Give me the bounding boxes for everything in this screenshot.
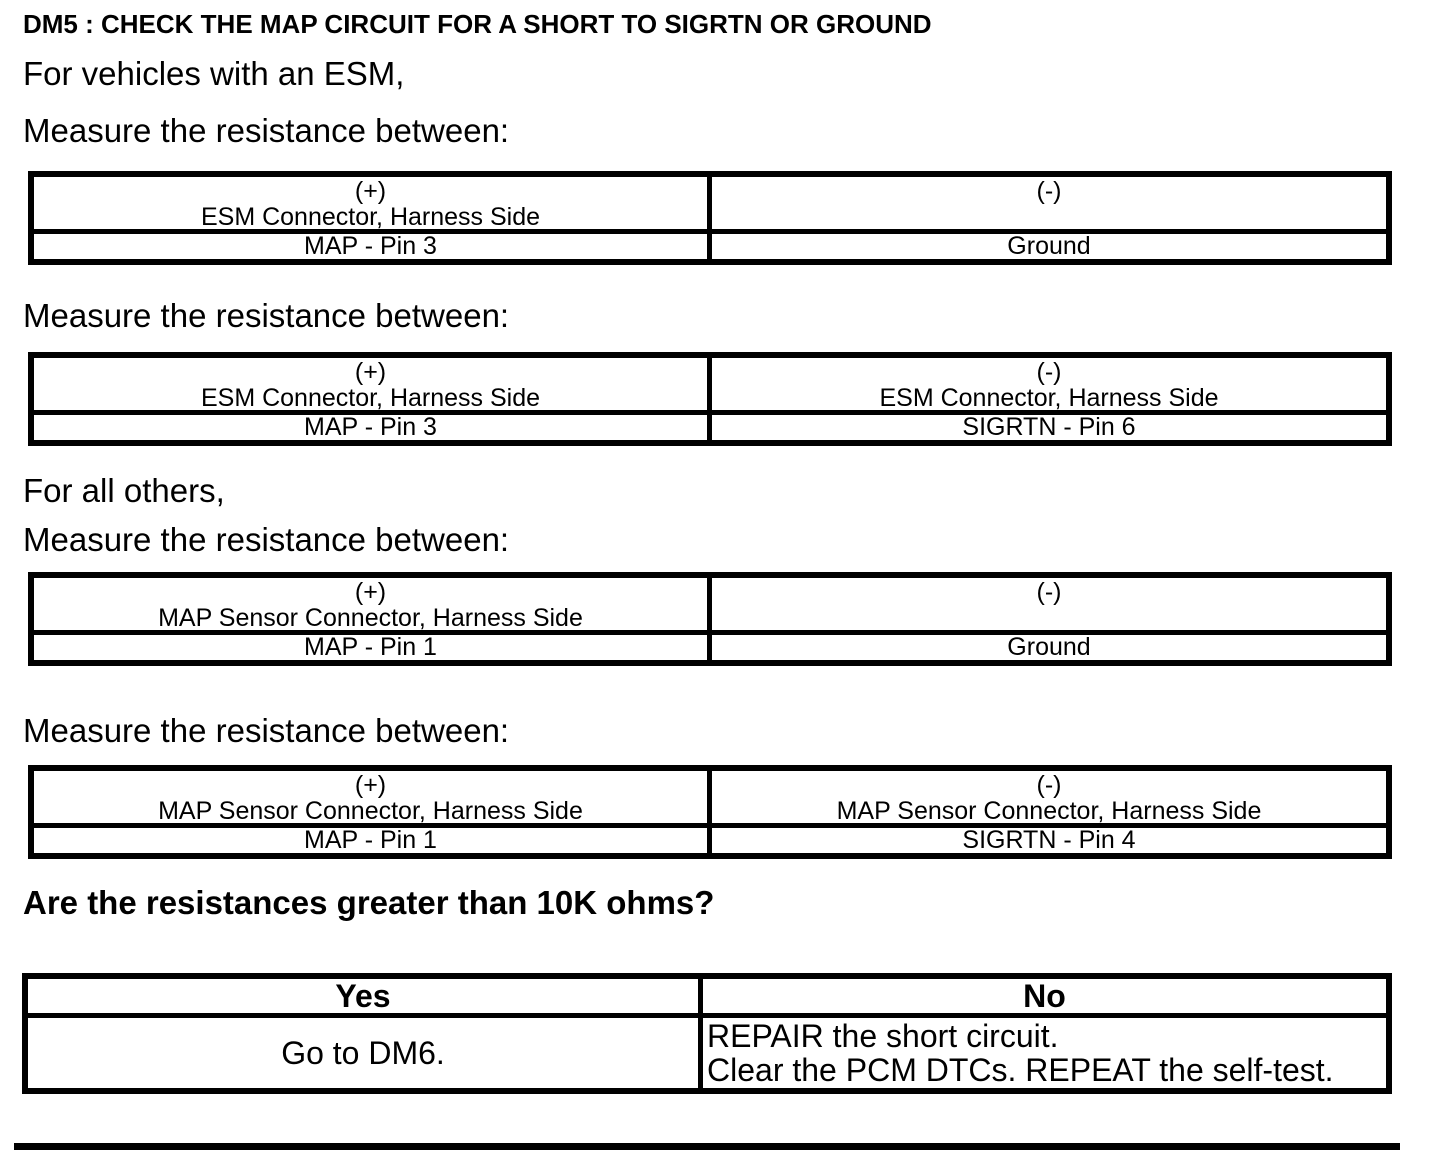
positive-connector-label: MAP Sensor Connector, Harness Side [158, 797, 583, 825]
decision-header-row [28, 979, 1386, 1018]
measure-instruction-2: Measure the resistance between: [23, 297, 510, 334]
positive-pin-cell: MAP - Pin 3 [34, 415, 712, 440]
measure-instruction-4: Measure the resistance between: [23, 712, 510, 749]
polarity-minus-label: (-) [1036, 771, 1062, 799]
page-bottom-divider [14, 1143, 1400, 1150]
positive-header-cell [34, 771, 712, 823]
table-data-row [34, 635, 1386, 660]
positive-header-cell [34, 177, 712, 229]
no-action-cell [703, 1018, 1386, 1088]
polarity-minus-label: (-) [1036, 177, 1062, 205]
resistance-table-map-ground [28, 572, 1392, 666]
yes-action-cell: Go to DM6. [28, 1018, 703, 1088]
negative-pin-cell: SIGRTN - Pin 6 [962, 413, 1136, 441]
table-header-row [34, 771, 1386, 828]
polarity-plus-label: (+) [354, 771, 387, 799]
resistance-table-esm-sigrtn [28, 352, 1392, 446]
polarity-minus-label: (-) [1036, 578, 1062, 606]
negative-connector-label: MAP Sensor Connector, Harness Side [836, 797, 1262, 825]
measure-instruction-3: Measure the resistance between: [23, 521, 510, 558]
negative-header-cell [712, 358, 1386, 410]
table-data-row [34, 234, 1386, 259]
negative-pin-cell: SIGRTN - Pin 4 [962, 826, 1136, 854]
table-data-row [34, 415, 1386, 440]
polarity-plus-label: (+) [354, 358, 387, 386]
negative-header-cell [712, 771, 1386, 823]
resistance-table-esm-ground [28, 171, 1392, 265]
positive-connector-label: ESM Connector, Harness Side [200, 384, 541, 412]
decision-action-row [28, 1018, 1386, 1088]
question-text: Are the resistances greater than 10K ohms? [23, 884, 715, 921]
resistance-table-map-sigrtn [28, 765, 1392, 859]
negative-header-cell [712, 578, 1386, 630]
negative-pin-cell: Ground [1007, 633, 1091, 661]
negative-connector-label [712, 204, 1386, 230]
polarity-plus-label: (+) [354, 177, 387, 205]
positive-pin-cell: MAP - Pin 1 [34, 828, 712, 853]
no-action-line-2: Clear the PCM DTCs. REPEAT the self-test. [707, 1052, 1334, 1088]
decision-table [22, 973, 1392, 1094]
intro-others-text: For all others, [23, 472, 225, 509]
positive-connector-label: ESM Connector, Harness Side [200, 203, 541, 231]
negative-pin-cell: Ground [1007, 232, 1091, 260]
polarity-minus-label: (-) [1036, 358, 1062, 386]
intro-esm-text: For vehicles with an ESM, [23, 55, 405, 92]
table-header-row [34, 578, 1386, 635]
measure-instruction-1: Measure the resistance between: [23, 112, 510, 149]
table-data-row [34, 828, 1386, 853]
negative-connector-label [712, 605, 1386, 631]
no-header-cell: No [1023, 978, 1066, 1014]
no-action-line-1: REPAIR the short circuit. [707, 1018, 1059, 1054]
positive-pin-cell: MAP - Pin 1 [34, 635, 712, 660]
positive-header-cell [34, 578, 712, 630]
negative-header-cell [712, 177, 1386, 229]
positive-header-cell [34, 358, 712, 410]
positive-pin-cell: MAP - Pin 3 [34, 234, 712, 259]
table-header-row [34, 358, 1386, 415]
yes-header-cell: Yes [28, 979, 703, 1013]
polarity-plus-label: (+) [354, 578, 387, 606]
table-header-row [34, 177, 1386, 234]
negative-connector-label: ESM Connector, Harness Side [879, 384, 1219, 412]
page-title: DM5 : CHECK THE MAP CIRCUIT FOR A SHORT TO SIGRTN OR GROUND [23, 9, 932, 39]
positive-connector-label: MAP Sensor Connector, Harness Side [158, 604, 583, 632]
